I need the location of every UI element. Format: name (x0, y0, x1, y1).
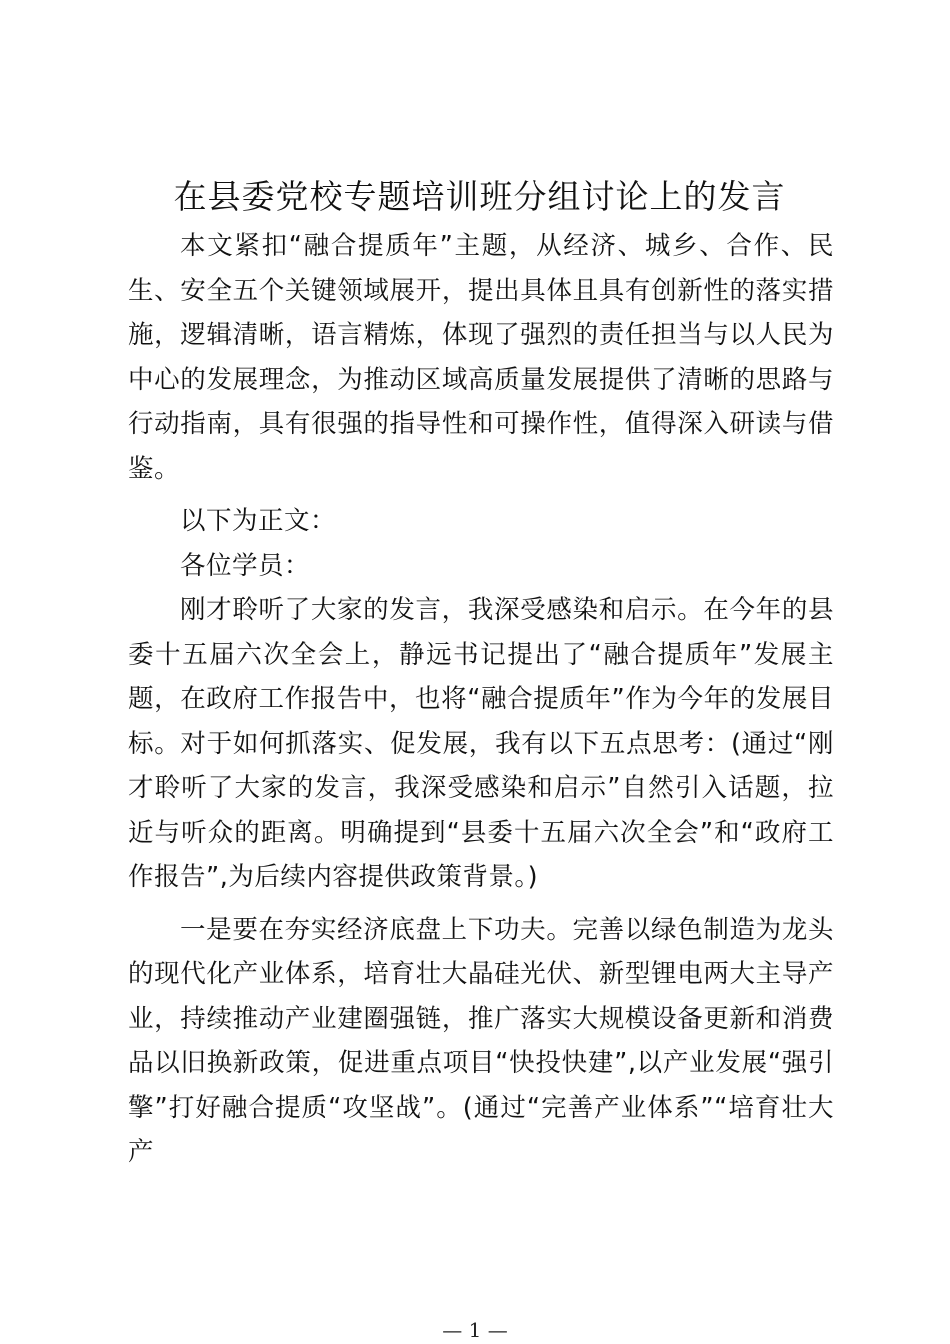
intro-line: 以下为正文： (180, 506, 337, 536)
document-title: 在县委党校专题培训班分组讨论上的发言 (173, 177, 786, 216)
point-one-paragraph: 一是要在夯实经济底盘上下功夫。完善以绿色制造为龙头的现代化产业体系，培育壮大晶硅光伏、新型锂电两大主导产业，持续推动产业建圈强链，推广落实大规模设备更新和消费品以旧换新政策，促进重点项目“快投快建”,以产业发展“强引擎”打好融合提质“攻坚战”。(通过“完善产业体系”“培育壮大产 (128, 914, 834, 1167)
document-body (128, 224, 834, 1175)
summary-paragraph: 本文紧扣“融合提质年”主题，从经济、城乡、合作、民生、安全五个关键领域展开，提出具体且具有创新性的落实措施，逻辑清晰，语言精炼，体现了强烈的责任担当与以人民为中心的发展理念，为推动区域高质量发展提供了清晰的思路与行动指南，具有很强的指导性和可操作性，值得深入研读与借鉴。 (128, 231, 834, 484)
page-number: — 1 — (442, 1318, 508, 1342)
opening-paragraph: 刚才聆听了大家的发言，我深受感染和启示。在今年的县委十五届六次全会上，静远书记提出了“融合提质年”发展主题，在政府工作报告中，也将“融合提质年”作为今年的发展目标。对于如何抓落实、促发展，我有以下五点思考：(通过“刚才聆听了大家的发言，我深受感染和启示”自然引入话题，拉近与听众的距离。明确提到“县委十五届六次全会”和“政府工作报告”,为后续内容提供政策背景。) (128, 595, 834, 892)
salutation: 各位学员： (180, 550, 311, 581)
